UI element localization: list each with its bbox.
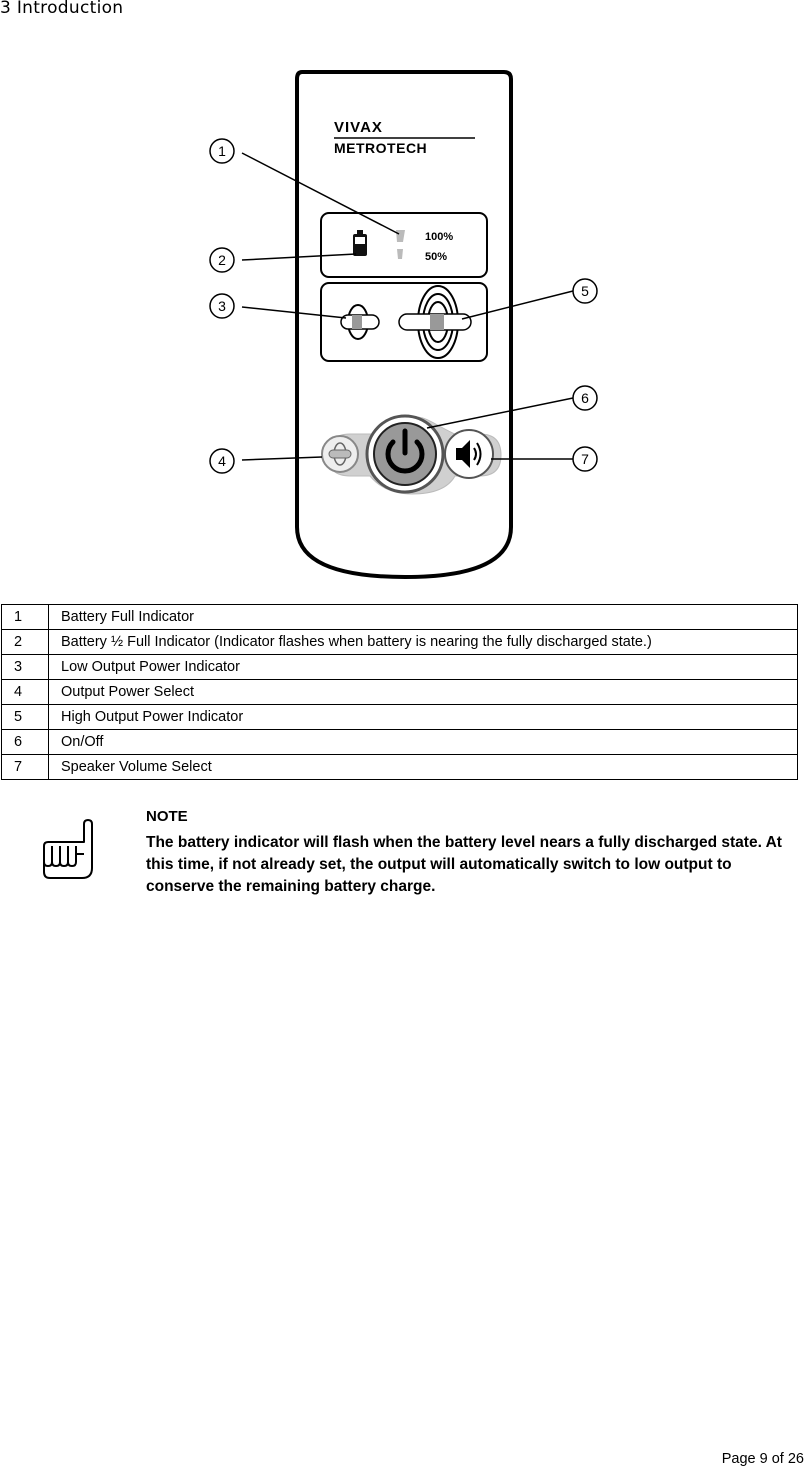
svg-text:7: 7: [581, 451, 589, 467]
row-number: 7: [2, 755, 49, 780]
svg-text:3: 3: [218, 298, 226, 314]
speaker-volume-button: [445, 430, 493, 478]
row-description: High Output Power Indicator: [49, 705, 798, 730]
table-row: [2, 680, 798, 705]
callout-5: [573, 279, 597, 303]
battery-full-label: 100%: [425, 231, 454, 243]
page-number: Page 9 of 26: [721, 1451, 804, 1467]
note-title: NOTE: [146, 808, 188, 825]
logo-vivax: VIVAX: [334, 119, 383, 136]
output-power-select-button: [322, 436, 358, 472]
table-row: [2, 630, 798, 655]
callout-1: [210, 139, 234, 163]
row-number: 5: [2, 705, 49, 730]
row-description: Battery Full Indicator: [49, 605, 798, 630]
svg-text:2: 2: [218, 252, 226, 268]
row-number: 2: [2, 630, 49, 655]
row-number: 4: [2, 680, 49, 705]
row-description: On/Off: [49, 730, 798, 755]
callout-3: [210, 294, 234, 318]
row-number: 3: [2, 655, 49, 680]
callout-2: [210, 248, 234, 272]
battery-half-led: [397, 249, 403, 259]
callout-4: [210, 449, 234, 473]
row-description: Low Output Power Indicator: [49, 655, 798, 680]
section-header: 3 Introduction: [0, 0, 124, 18]
remote-panel-drawing: [200, 62, 610, 582]
row-number: 1: [2, 605, 49, 630]
row-description: Output Power Select: [49, 680, 798, 705]
svg-text:1: 1: [218, 143, 226, 159]
note-text: The battery indicator will flash when the battery level nears a fully discharged state. At this time, if not already set, the output will automatically switch to low output to conserve the remaining battery charge.: [146, 834, 782, 895]
row-number: 6: [2, 730, 49, 755]
table-row: [2, 655, 798, 680]
svg-text:4: 4: [218, 453, 226, 469]
table-row: [2, 605, 798, 630]
svg-text:6: 6: [581, 390, 589, 406]
legend-table: [1, 604, 798, 780]
pointing-hand-icon: [38, 818, 98, 884]
callout-6: [573, 386, 597, 410]
svg-text:5: 5: [581, 283, 589, 299]
table-row: [2, 705, 798, 730]
transmitter-front-panel-figure: [200, 62, 610, 582]
battery-half-label: 50%: [425, 251, 448, 263]
row-description: Battery ½ Full Indicator (Indicator flashes when battery is nearing the fully discharged state.): [49, 630, 798, 655]
battery-panel: [321, 213, 487, 277]
logo-metrotech: METROTECH: [334, 140, 428, 156]
table-row: [2, 730, 798, 755]
row-description: Speaker Volume Select: [49, 755, 798, 780]
callout-7: [573, 447, 597, 471]
table-row: [2, 755, 798, 780]
